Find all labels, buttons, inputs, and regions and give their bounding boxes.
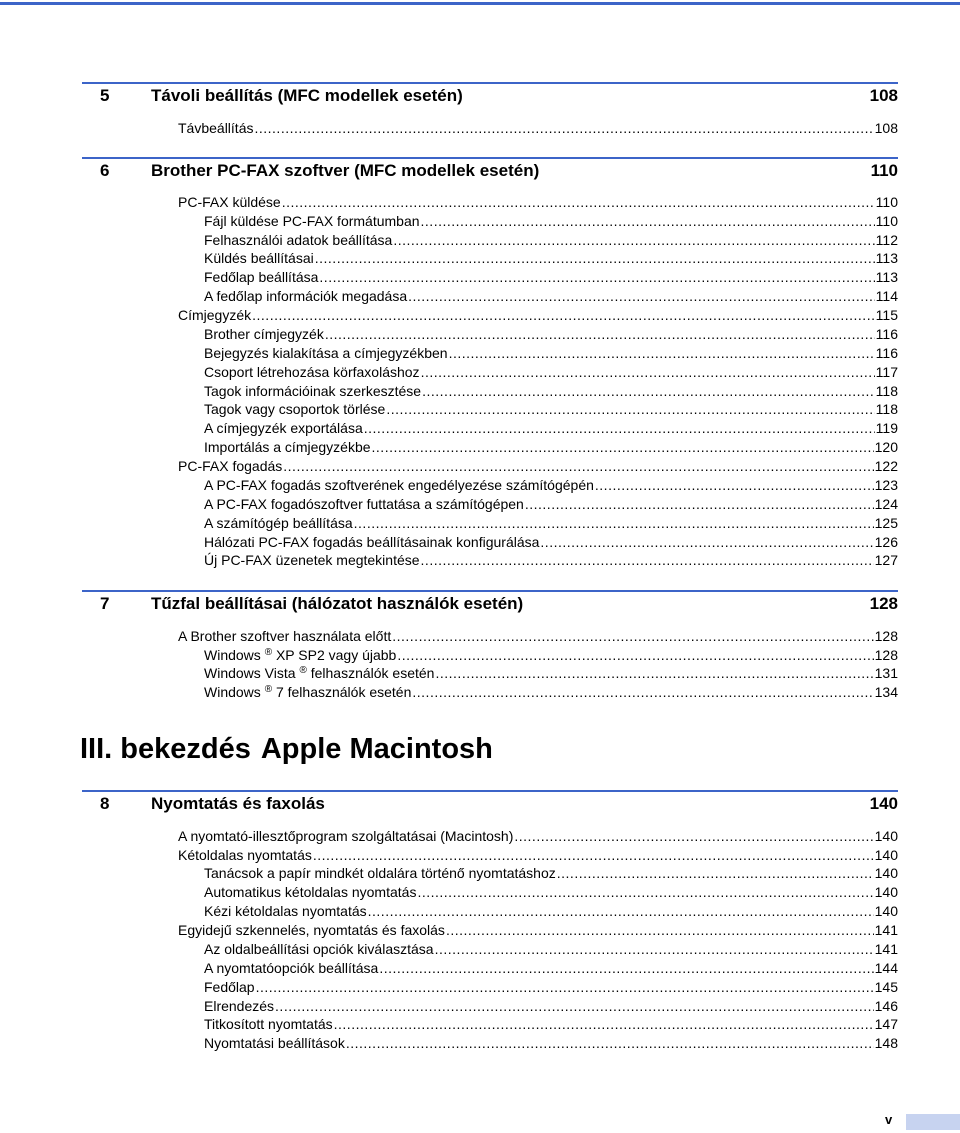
toc-entry-page: 112 (875, 232, 898, 248)
toc-entry[interactable] (178, 119, 898, 138)
leader-dots (282, 193, 875, 212)
toc-entry-text: Windows (204, 647, 261, 663)
toc-entry-text: Elrendezés (204, 998, 275, 1014)
top-rule (0, 2, 960, 5)
part-title: Apple Macintosh (260, 733, 493, 765)
toc-entry-page: 116 (875, 345, 898, 361)
toc-entry-page: 127 (874, 552, 898, 568)
chapter-page: 110 (870, 161, 898, 180)
leader-dots (397, 646, 873, 665)
toc-entry[interactable] (204, 940, 898, 959)
toc-entry-text: PC-FAX fogadás (178, 458, 283, 474)
toc-entry-page: 128 (874, 647, 898, 663)
leader-dots (354, 514, 874, 533)
leader-dots (435, 664, 873, 683)
toc-entry-page: 117 (875, 364, 898, 380)
chapter-heading[interactable] (82, 159, 898, 183)
toc-entry-page: 113 (875, 269, 898, 285)
part-heading[interactable] (80, 731, 493, 767)
leader-dots (379, 959, 873, 978)
toc-entry[interactable] (178, 827, 898, 846)
toc-entry-text: Kétoldalas nyomtatás (178, 847, 312, 863)
toc-entry[interactable] (204, 344, 898, 363)
leader-dots (557, 864, 874, 883)
chapter-title: Tűzfal beállításai (hálózatot használók esetén) (151, 594, 524, 613)
toc-entry-text: Fájl küldése PC-FAX formátumban (204, 213, 420, 229)
toc-entry-text: Tagok információinak szerkesztése (204, 383, 422, 399)
toc-entry-page: 128 (874, 628, 898, 644)
toc-entry-text: A számítógép beállítása (204, 515, 353, 531)
leader-dots (449, 344, 875, 363)
toc-entry-text: A nyomtató-illesztőprogram szolgáltatásai (Macintosh) (178, 828, 514, 844)
toc-entry-page: 120 (874, 439, 898, 455)
toc-entry[interactable] (204, 978, 898, 997)
toc-entry-text: A fedőlap információk megadása (204, 288, 408, 304)
footer-page-number: v (885, 1112, 893, 1127)
chapter-number: 5 (100, 86, 110, 105)
toc-entry-text: PC-FAX küldése (178, 194, 281, 210)
toc-entry-text: Tagok vagy csoportok törlése (204, 401, 386, 417)
leader-dots (540, 533, 873, 552)
toc-entry[interactable] (204, 883, 898, 902)
toc-entry-text: Automatikus kétoldalas nyomtatás (204, 884, 417, 900)
toc-entry-page: 108 (874, 120, 898, 136)
toc-entry-page: 145 (874, 979, 898, 995)
registered-mark: ® (299, 665, 307, 676)
leader-dots (393, 231, 874, 250)
toc-entry-text: Tanácsok a papír mindkét oldalára történő nyomtatáshoz (204, 865, 556, 881)
chapter-page: 140 (869, 794, 898, 813)
toc-entry-page: 118 (875, 401, 898, 417)
toc-entry-page: 118 (875, 383, 898, 399)
toc-entry-page: 140 (874, 884, 898, 900)
toc-entry-page: 144 (874, 960, 898, 976)
chapter-title: Brother PC-FAX szoftver (MFC modellek esetén) (151, 161, 540, 180)
toc-entry[interactable] (204, 646, 898, 665)
toc-entry-page: 140 (874, 847, 898, 863)
toc-entry-text: Kézi kétoldalas nyomtatás (204, 903, 367, 919)
toc-entry[interactable] (204, 249, 898, 268)
chapter-title: Távoli beállítás (MFC modellek esetén) (151, 86, 463, 105)
toc-entry-page: 110 (875, 213, 898, 229)
toc-entry-text: Nyomtatási beállítások (204, 1035, 345, 1051)
leader-dots (595, 476, 874, 495)
toc-entry[interactable] (204, 438, 898, 457)
toc-entry-page: 134 (874, 684, 898, 700)
toc-entry-text: Küldés beállításai (204, 250, 314, 266)
toc-entry-text: Felhasználói adatok beállítása (204, 232, 393, 248)
leader-dots (392, 627, 873, 646)
toc-entry[interactable] (204, 997, 898, 1016)
toc-entry[interactable] (204, 495, 898, 514)
leader-dots (525, 495, 874, 514)
leader-dots (313, 846, 874, 865)
chapter-number: 6 (100, 161, 110, 180)
leader-dots (283, 457, 873, 476)
toc-entry-page: 125 (874, 515, 898, 531)
toc-entry[interactable] (204, 363, 898, 382)
toc-entry-page: 141 (874, 922, 898, 938)
toc-entry[interactable] (204, 683, 898, 702)
toc-entry-text: Távbeállítás (178, 120, 254, 136)
toc-entry-page: 148 (874, 1035, 898, 1051)
chapter-number: 8 (100, 794, 110, 813)
leader-dots (368, 902, 874, 921)
leader-dots (435, 940, 874, 959)
toc-entry-text: A PC-FAX fogadószoftver futtatása a számítógépen (204, 496, 524, 512)
toc-entry-page: 140 (874, 828, 898, 844)
toc-entry-text: Címjegyzék (178, 307, 252, 323)
toc-entry-page: 147 (874, 1016, 898, 1032)
toc-entry[interactable] (204, 268, 898, 287)
toc-entry-text: Hálózati PC-FAX fogadás beállításainak konfigurálása (204, 534, 540, 550)
registered-mark: ® (264, 647, 273, 658)
toc-entry-text: A címjegyzék exportálása (204, 420, 363, 436)
toc-entry-text: Titkosított nyomtatás (204, 1016, 333, 1032)
toc-entry[interactable] (204, 533, 898, 552)
toc-entry[interactable] (204, 551, 898, 570)
toc-entry-page: 146 (874, 998, 898, 1014)
chapter-page: 128 (869, 594, 898, 613)
toc-entry-page: 113 (875, 250, 898, 266)
chapter-title: Nyomtatás és faxolás (151, 794, 325, 813)
toc-entry-text-rest: 7 felhasználók esetén (275, 684, 412, 700)
toc-entry-text-rest: felhasználók esetén (310, 665, 435, 681)
part-label: III. bekezdés (80, 733, 251, 765)
toc-entry-page: 140 (874, 865, 898, 881)
leader-dots (364, 419, 875, 438)
leader-dots (256, 978, 874, 997)
toc-entry-page: 124 (874, 496, 898, 512)
toc-entry-page: 119 (875, 420, 898, 436)
toc-entry-page: 140 (874, 903, 898, 919)
toc-entry[interactable] (204, 476, 898, 495)
leader-dots (421, 551, 874, 570)
toc-entry[interactable] (178, 627, 898, 646)
toc-entry[interactable] (178, 193, 898, 212)
toc-entry-page: 126 (874, 534, 898, 550)
toc-entry[interactable] (204, 419, 898, 438)
leader-dots (275, 997, 874, 1016)
leader-dots (417, 883, 873, 902)
toc-entry-text: Fedőlap (204, 979, 255, 995)
chapter-heading[interactable] (82, 792, 898, 816)
toc-entry-page: 115 (875, 307, 898, 323)
leader-dots (372, 438, 874, 457)
toc-entry-text: Brother címjegyzék (204, 326, 324, 342)
leader-dots (315, 249, 875, 268)
toc-entry-text: Új PC-FAX üzenetek megtekintése (204, 552, 420, 568)
leader-dots (346, 1034, 874, 1053)
toc-entry-page: 123 (874, 477, 898, 493)
toc-entry[interactable] (178, 921, 898, 940)
toc-entry-text: A PC-FAX fogadás szoftverének engedélyezése számítógépén (204, 477, 594, 493)
leader-dots (254, 119, 873, 138)
toc-entry-page: 141 (874, 941, 898, 957)
leader-dots (334, 1015, 874, 1034)
toc-entry-text: Windows Vista (204, 665, 296, 681)
toc-entry-text: Windows (204, 684, 261, 700)
toc-entry-page: 116 (875, 326, 898, 342)
toc-entry-text: Bejegyzés kialakítása a címjegyzékben (204, 345, 448, 361)
chapter-heading[interactable] (82, 84, 898, 108)
toc-entry[interactable] (204, 400, 898, 419)
leader-dots (386, 400, 874, 419)
registered-mark: ® (264, 684, 273, 695)
toc-entry[interactable] (204, 231, 898, 250)
leader-dots (421, 363, 875, 382)
chapter-heading[interactable] (82, 592, 898, 616)
toc-entry-page: 110 (875, 194, 898, 210)
toc-entry[interactable] (204, 514, 898, 533)
leader-dots (422, 382, 875, 401)
toc-entry[interactable] (178, 846, 898, 865)
leader-dots (319, 268, 874, 287)
toc-entry-page: 131 (874, 665, 898, 681)
toc-entry[interactable] (204, 382, 898, 401)
leader-dots (412, 683, 873, 702)
leader-dots (408, 287, 875, 306)
toc-entry[interactable] (204, 1034, 898, 1053)
toc-entry[interactable] (204, 902, 898, 921)
footer-tab (906, 1114, 960, 1130)
leader-dots (514, 827, 873, 846)
toc-entry[interactable] (204, 212, 898, 231)
toc-entry[interactable] (204, 959, 898, 978)
leader-dots (421, 212, 875, 231)
toc-entry-text-rest: XP SP2 vagy újabb (275, 647, 397, 663)
toc-entry[interactable] (204, 287, 898, 306)
toc-entry-text: Fedőlap beállítása (204, 269, 319, 285)
toc-entry-text: Egyidejű szkennelés, nyomtatás és faxolás (178, 922, 445, 938)
toc-entry[interactable] (204, 664, 898, 683)
toc-entry-text: Az oldalbeállítási opciók kiválasztása (204, 941, 434, 957)
chapter-number: 7 (100, 594, 110, 613)
chapter-page: 108 (869, 86, 898, 105)
toc-entry-text: A Brother szoftver használata előtt (178, 628, 392, 644)
toc-entry[interactable] (204, 864, 898, 883)
toc-entry-text: A nyomtatóopciók beállítása (204, 960, 379, 976)
toc-entry-page: 114 (875, 288, 898, 304)
toc-entry-text: Csoport létrehozása körfaxoláshoz (204, 364, 420, 380)
toc-entry-text: Importálás a címjegyzékbe (204, 439, 371, 455)
toc-entry[interactable] (204, 325, 898, 344)
leader-dots (446, 921, 874, 940)
leader-dots (252, 306, 875, 325)
toc-entry[interactable] (178, 306, 898, 325)
toc-entry[interactable] (178, 457, 898, 476)
leader-dots (325, 325, 875, 344)
toc-entry[interactable] (204, 1015, 898, 1034)
toc-entry-page: 122 (874, 458, 898, 474)
